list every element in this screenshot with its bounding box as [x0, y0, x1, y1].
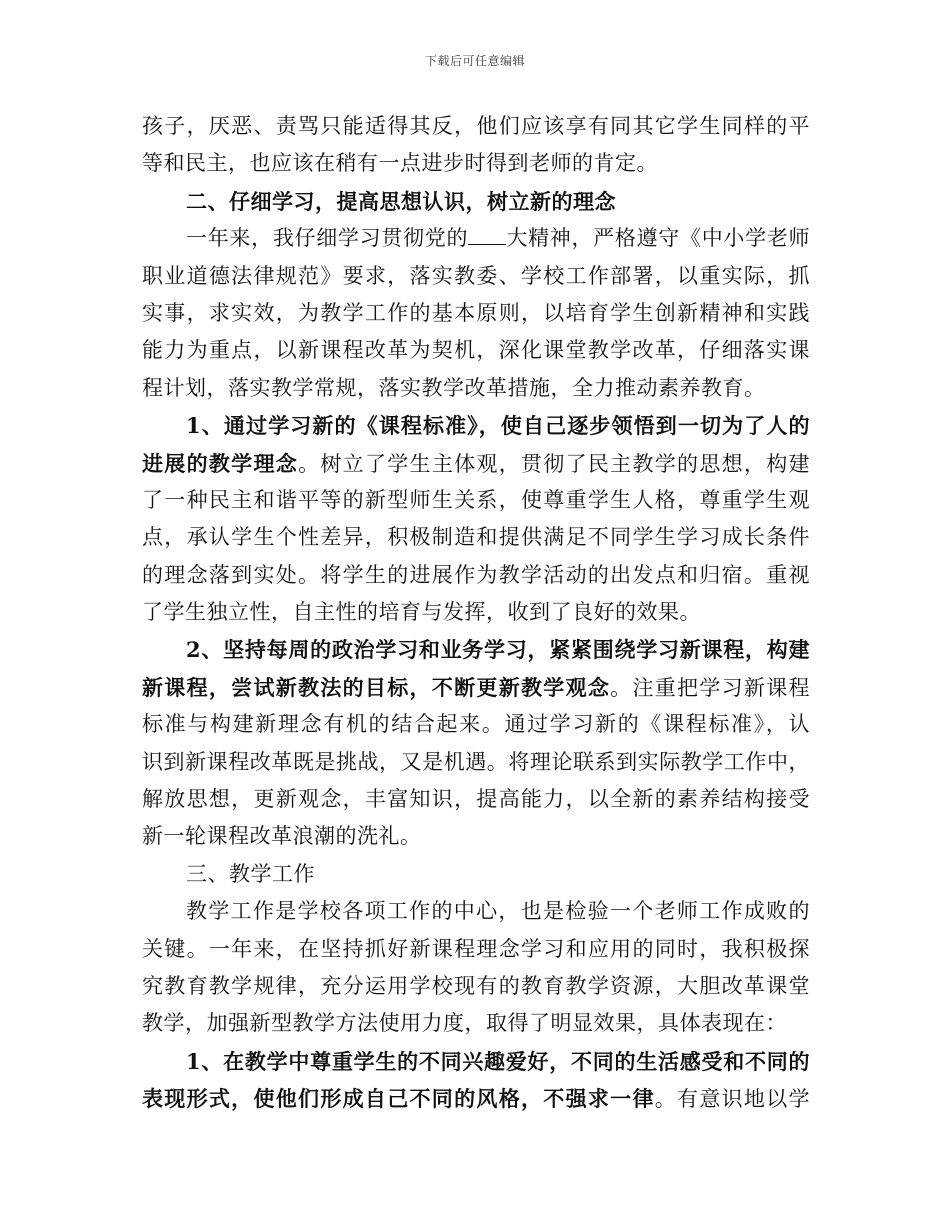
- paragraph-line: 教学，加强新型教学方法使用力度，取得了明显效果，具体表现在：: [142, 1011, 787, 1036]
- text-segment: 。树立了学生主体观，贯彻了民主教学的思想，构建: [298, 451, 811, 476]
- paragraph-line: 了一种民主和谐平等的新型师生关系，使尊重学生人格，尊重学生观: [142, 487, 810, 512]
- paragraph-line: [142, 445, 810, 482]
- bold-segment: 进展的教学理念: [142, 450, 299, 476]
- text-segment: 。注重把学习新课程: [610, 675, 811, 700]
- text-segment: 大精神，严格遵守《中小学老师: [506, 226, 811, 251]
- paragraph-line: 实事，求实效，为教学工作的基本原则，以培育学生创新精神和实践: [142, 300, 810, 325]
- text-segment: 一年来，我仔细学习贯彻党的: [186, 226, 469, 251]
- fill-in-blank: [468, 222, 506, 245]
- bold-segment: 表现形式，使他们形成自己不同的风格，不强求一律: [142, 1086, 655, 1112]
- paragraph-line: 能力为重点，以新课程改革为契机，深化课堂教学改革，仔细落实课: [142, 338, 810, 363]
- paragraph-line: 究教育教学规律，充分运用学校现有的教育教学资源，大胆改革课堂: [142, 973, 810, 998]
- paragraph-line: 点，承认学生个性差异，积极制造和提供满足不同学生学习成长条件: [142, 525, 810, 550]
- paragraph-line: 解放思想，更新观念，丰富知识，提高能力，以全新的素养结构接受: [142, 787, 810, 812]
- section-heading-3: 三、教学工作: [186, 861, 315, 886]
- paragraph-line: 的理念落到实处。将学生的进展作为教学活动的出发点和归宿。重视: [142, 562, 810, 587]
- page-header: 下载后可任意编辑: [424, 54, 525, 68]
- text-segment: 。有意识地以学: [654, 1087, 811, 1112]
- paragraph-line: 教学工作是学校各项工作的中心，也是检验一个老师工作成败的: [186, 899, 810, 924]
- paragraph-line: 1、在教学中尊重学生的不同兴趣爱好，不同的生活感受和不同的: [186, 1048, 810, 1074]
- paragraph-line: 2、坚持每周的政治学习和业务学习，紧紧围绕学习新课程，构建: [186, 637, 810, 663]
- paragraph-line: 程计划，落实教学常规，落实教学改革措施，全力推动素养教育。: [142, 375, 766, 400]
- paragraph-line: 标准与构建新理念有机的结合起来。通过学习新的《课程标准》，认: [142, 712, 810, 737]
- section-heading-2: 二、仔细学习，提高思想认识，树立新的理念: [186, 188, 616, 214]
- paragraph-line: [142, 220, 810, 257]
- document-body: [142, 108, 810, 1118]
- paragraph-line: 新一轮课程改革浪潮的洗礼。: [142, 824, 422, 849]
- paragraph-line: 关键。一年来，在坚持抓好新课程理念学习和应用的同时，我积极探: [142, 936, 810, 961]
- paragraph-line: 孩子，厌恶、责骂只能适得其反，他们应该享有同其它学生同样的平: [142, 114, 810, 138]
- paragraph-line: [142, 1080, 810, 1117]
- paragraph-line: 等和民主，也应该在稍有一点进步时得到老师的肯定。: [142, 151, 658, 176]
- paragraph-line: 识到新课程改革既是挑战，又是机遇。将理论联系到实际教学工作中，: [142, 749, 810, 774]
- paragraph-line: 职业道德法律规范》要求，落实教委、学校工作部署，以重实际，抓: [142, 263, 810, 288]
- bold-segment: 新课程，尝试新教法的目标，不断更新教学观念: [142, 674, 611, 700]
- paragraph-line: 1、通过学习新的《课程标准》，使自己逐步领悟到一切为了人的: [186, 413, 810, 439]
- paragraph-line: 了学生独立性，自主性的培育与发挥，收到了良好的效果。: [142, 600, 701, 625]
- paragraph-line: [142, 669, 810, 706]
